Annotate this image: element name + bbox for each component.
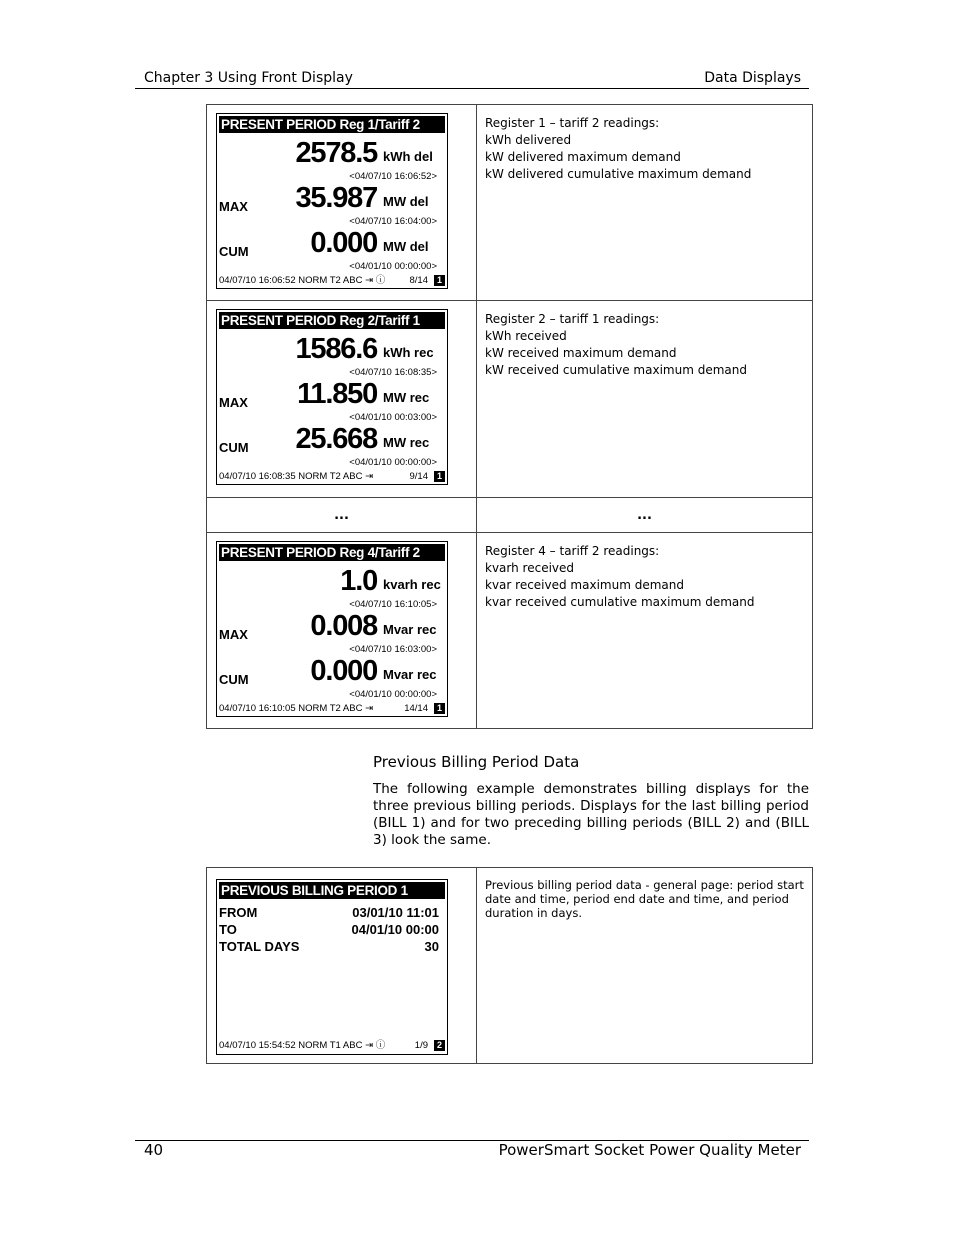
reading-row	[217, 137, 447, 182]
reading-unit: MW del	[383, 239, 429, 254]
billing-field	[217, 905, 447, 922]
page-counter: 9/14	[409, 471, 428, 482]
desc-text: Previous billing period data - general page: period start date and time, period end date and time, and period duration in days.	[485, 878, 804, 920]
reading-unit: MW rec	[383, 390, 430, 405]
billing-field-label: TOTAL DAYS	[219, 939, 300, 954]
reading-row	[217, 610, 447, 655]
desc-line: kvarh received	[485, 561, 575, 575]
page-counter: 14/14	[404, 703, 428, 714]
reading-value: 35.987	[295, 182, 377, 214]
register-row	[207, 533, 813, 729]
register-row	[207, 105, 813, 301]
description-cell	[477, 105, 813, 301]
indicator-badge: 1	[434, 471, 445, 482]
reading-value: 2578.5	[295, 137, 377, 169]
screen-cell	[207, 868, 477, 1064]
lcd-screen	[216, 113, 448, 289]
reading-label: CUM	[219, 672, 249, 687]
register-table	[206, 104, 813, 729]
screen-cell	[207, 301, 477, 498]
billing-field-value: 30	[424, 939, 439, 954]
screen-cell	[207, 105, 477, 301]
lcd-screen	[216, 309, 448, 485]
status-text: 04/07/10 16:10:05 NORM T2 ABC ⇥	[219, 703, 374, 714]
register-row	[207, 301, 813, 498]
reading-label: MAX	[219, 199, 248, 214]
reading-row	[217, 423, 447, 468]
reading-row	[217, 565, 447, 610]
desc-line: kW received maximum demand	[485, 346, 677, 360]
page-counter: 1/9	[414, 1040, 428, 1051]
lcd-screen	[216, 541, 448, 717]
reading-value: 1.0	[340, 565, 377, 597]
reading-label: MAX	[219, 395, 248, 410]
status-bar	[217, 702, 447, 716]
ellipsis-right: ...	[477, 498, 813, 533]
reading-timestamp: <04/07/10 16:04:00>	[349, 216, 437, 227]
desc-line: Register 1 – tariff 2 readings:	[485, 116, 660, 130]
billing-field-value: 04/01/10 00:00	[351, 922, 439, 937]
reading-timestamp: <04/01/10 00:00:00>	[349, 261, 437, 272]
reading-unit: MW del	[383, 194, 429, 209]
header-rule	[135, 88, 809, 89]
screen-cell	[207, 533, 477, 729]
desc-line: kvar received maximum demand	[485, 578, 684, 592]
reading-row	[217, 227, 447, 272]
desc-line: kW delivered maximum demand	[485, 150, 681, 164]
desc-line: kvar received cumulative maximum demand	[485, 595, 755, 609]
desc-line: kWh received	[485, 329, 567, 343]
billing-field	[217, 939, 447, 956]
reading-label: MAX	[219, 627, 248, 642]
description-cell	[477, 301, 813, 498]
lcd-screen	[216, 879, 448, 1055]
reading-timestamp: <04/07/10 16:06:52>	[349, 171, 437, 182]
reading-value: 1586.6	[295, 333, 377, 365]
desc-line: kW delivered cumulative maximum demand	[485, 167, 752, 181]
header-section: Data Displays	[704, 70, 801, 86]
reading-unit: Mvar rec	[383, 667, 437, 682]
desc-line: Register 4 – tariff 2 readings:	[485, 544, 660, 558]
reading-row	[217, 378, 447, 423]
reading-timestamp: <04/07/10 16:08:35>	[349, 367, 437, 378]
page-number: 40	[144, 1141, 164, 1159]
description-cell	[477, 868, 813, 1064]
billing-field-label: TO	[219, 922, 237, 937]
ellipsis-row	[207, 498, 813, 533]
reading-value: 25.668	[295, 423, 377, 455]
billing-field-value: 03/01/10 11:01	[352, 905, 439, 920]
reading-timestamp: <04/01/10 00:00:00>	[349, 457, 437, 468]
reading-row	[217, 655, 447, 700]
lcd-title: PRESENT PERIOD Reg 2/Tariff 1	[219, 312, 445, 329]
reading-unit: MW rec	[383, 435, 430, 450]
billing-row	[207, 868, 813, 1064]
reading-unit: kWh del	[383, 149, 433, 164]
status-text: 04/07/10 16:06:52 NORM T2 ABC ⇥ ⓘ	[219, 275, 386, 286]
reading-label: CUM	[219, 244, 249, 259]
reading-label: CUM	[219, 440, 249, 455]
status-bar	[217, 470, 447, 484]
reading-value: 0.000	[310, 227, 377, 259]
indicator-badge: 1	[434, 275, 445, 286]
footer-title: PowerSmart Socket Power Quality Meter	[498, 1141, 801, 1159]
lcd-title: PREVIOUS BILLING PERIOD 1	[219, 882, 445, 899]
lcd-title: PRESENT PERIOD Reg 1/Tariff 2	[219, 116, 445, 133]
reading-unit: kWh rec	[383, 345, 434, 360]
status-bar	[217, 1039, 447, 1053]
billing-table	[206, 867, 813, 1064]
reading-timestamp: <04/01/10 00:00:00>	[349, 689, 437, 700]
status-text: 04/07/10 15:54:52 NORM T1 ABC ⇥ ⓘ	[219, 1040, 386, 1051]
reading-timestamp: <04/07/10 16:03:00>	[349, 644, 437, 655]
status-bar	[217, 274, 447, 288]
reading-row	[217, 333, 447, 378]
reading-timestamp: <04/07/10 16:10:05>	[349, 599, 437, 610]
indicator-badge: 1	[434, 703, 445, 714]
section-paragraph: The following example demonstrates billing displays for the three previous billing periods. Displays for the last billing period (BILL 1) and for two preceding billing periods (BILL 2) and (BILL 3) look the same.	[373, 781, 809, 848]
desc-line: Register 2 – tariff 1 readings:	[485, 312, 660, 326]
reading-row	[217, 182, 447, 227]
desc-line: kWh delivered	[485, 133, 572, 147]
reading-value: 0.000	[310, 655, 377, 687]
status-text: 04/07/10 16:08:35 NORM T2 ABC ⇥	[219, 471, 374, 482]
page-counter: 8/14	[409, 275, 428, 286]
indicator-badge: 2	[434, 1040, 445, 1051]
billing-field	[217, 922, 447, 939]
reading-unit: Mvar rec	[383, 622, 437, 637]
header-chapter: Chapter 3 Using Front Display	[144, 70, 353, 86]
description-cell	[477, 533, 813, 729]
section-title: Previous Billing Period Data	[373, 753, 580, 771]
reading-value: 11.850	[297, 378, 377, 410]
billing-field-label: FROM	[219, 905, 258, 920]
reading-unit: kvarh rec	[383, 577, 441, 592]
reading-timestamp: <04/01/10 00:03:00>	[349, 412, 437, 423]
reading-value: 0.008	[310, 610, 377, 642]
lcd-title: PRESENT PERIOD Reg 4/Tariff 2	[219, 544, 445, 561]
desc-line: kW received cumulative maximum demand	[485, 363, 747, 377]
ellipsis-left: ...	[207, 498, 477, 533]
